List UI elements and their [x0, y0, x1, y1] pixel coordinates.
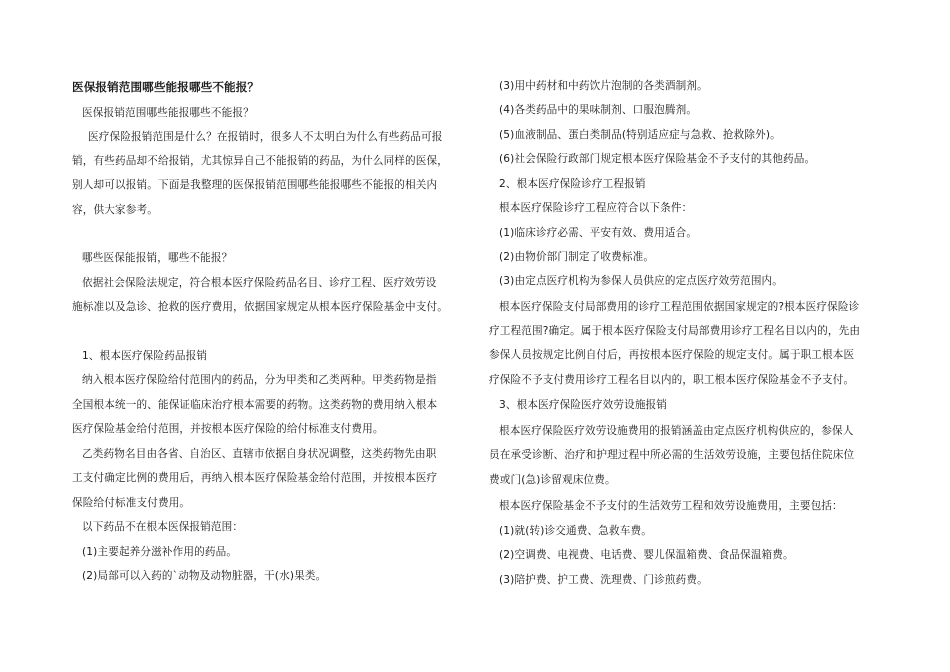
paragraph-line: 医疗保险基金给付范围，并按根本医疗保险的给付标准支付费用。	[72, 423, 384, 435]
list-item: (1)临床诊疗必需、平安有效、费用适合。	[499, 227, 698, 239]
paragraph-line: 保险给付标准支付费用。	[72, 497, 191, 509]
paragraph-line: 以下药品不在根本医保报销范围：	[82, 521, 244, 533]
list-item: (2)由物价部门制定了收费标准。	[499, 251, 655, 263]
list-item: (3)用中药材和中药饮片泡制的各类酒制剂。	[499, 80, 708, 92]
paragraph-line: 依据社会保险法规定，符合根本医疗保险药品名目、诊疗工程、医疗效劳设	[82, 277, 437, 289]
paragraph-line: 乙类药物名目由各省、自治区、直辖市依据自身状况调整，这类药物先由职	[82, 448, 437, 460]
section-heading: 2、根本医疗保险诊疗工程报销	[499, 178, 646, 190]
list-item: (3)由定点医疗机构为参保人员供应的定点医疗效劳范围内。	[499, 275, 784, 287]
paragraph-line: 医疗保险报销范围是什么？在报销时，很多人不太明白为什么有些药品可报	[88, 131, 443, 143]
paragraph-line: 工支付确定比例的费用后，再纳入根本医疗保险基金给付范围，并按根本医疗	[72, 472, 438, 484]
paragraph-line: 哪些医保能报销，哪些不能报？	[82, 252, 233, 264]
paragraph-line: 根本医疗保险医疗效劳设施费用的报销涵盖由定点医疗机构供应的，参保人	[499, 425, 854, 437]
paragraph-line: 疗工程范围?确定。属于根本医疗保险支付局部费用诊疗工程名目以内的，先由	[489, 325, 861, 337]
paragraph-line: 销，有些药品却不给报销，尤其惊异自己不能报销的药品，为什么同样的医保，	[72, 155, 449, 167]
paragraph-line: 根本医疗保险支付局部费用的诊疗工程范围依据国家规定的?根本医疗保险诊	[499, 301, 860, 313]
document-title: 医保报销范围哪些能报哪些不能报？	[72, 80, 260, 94]
paragraph-line: 纳入根本医疗保险给付范围内的药品，分为甲类和乙类两种。甲类药物是指	[82, 374, 437, 386]
paragraph-line: 员在承受诊断、治疗和护理过程中所必需的生活效劳设施，主要包括住院床位	[489, 449, 855, 461]
paragraph-line: 别人却可以报销。下面是我整理的医保报销范围哪些能报哪些不能报的相关内	[72, 179, 438, 191]
paragraph-line: 容，供大家参考。	[72, 204, 158, 216]
paragraph-line: 医保报销范围哪些能报哪些不能报？	[82, 107, 254, 119]
paragraph-line: 根本医疗保险诊疗工程应符合以下条件：	[499, 202, 693, 214]
list-item: (4)各类药品中的果味制剂、口服泡腾剂。	[499, 104, 698, 116]
section-heading: 3、根本医疗保险医疗效劳设施报销	[499, 399, 668, 411]
section-heading: 1、根本医疗保险药品报销	[82, 350, 208, 362]
list-item: (2)空调费、电视费、电话费、婴儿保温箱费、食品保温箱费。	[499, 549, 794, 561]
paragraph-line: 参保人员按规定比例自付后，再按根本医疗保险的规定支付。属于职工根本医	[489, 349, 855, 361]
list-item: (3)陪护费、护工费、洗理费、门诊煎药费。	[499, 574, 708, 586]
paragraph-line: 费或门(急)诊留观床位费。	[489, 474, 616, 486]
list-item: (2)局部可以入药的`动物及动物脏器，干(水)果类。	[82, 570, 327, 582]
list-item: (1)就(转)诊交通费、急救车费。	[499, 525, 652, 537]
list-item: (5)血液制品、蛋白类制品(特别适应症与急救、抢救除外)。	[499, 129, 781, 141]
paragraph-line: 疗保险不予支付费用诊疗工程名目以内的，职工根本医疗保险基金不予支付。	[489, 374, 855, 386]
paragraph-line: 根本医疗保险基金不予支付的生活效劳工程和效劳设施费用，主要包括：	[499, 500, 843, 512]
paragraph-line: 施标准以及急诊、抢救的医疗费用，依据国家规定从根本医疗保险基金中支付。	[72, 301, 449, 313]
list-item: (6)社会保险行政部门规定根本医疗保险基金不予支付的其他药品。	[499, 153, 816, 165]
list-item: (1)主要起养分滋补作用的药品。	[82, 546, 238, 558]
paragraph-line: 全国根本统一的、能保证临床治疗根本需要的药物。这类药物的费用纳入根本	[72, 399, 438, 411]
